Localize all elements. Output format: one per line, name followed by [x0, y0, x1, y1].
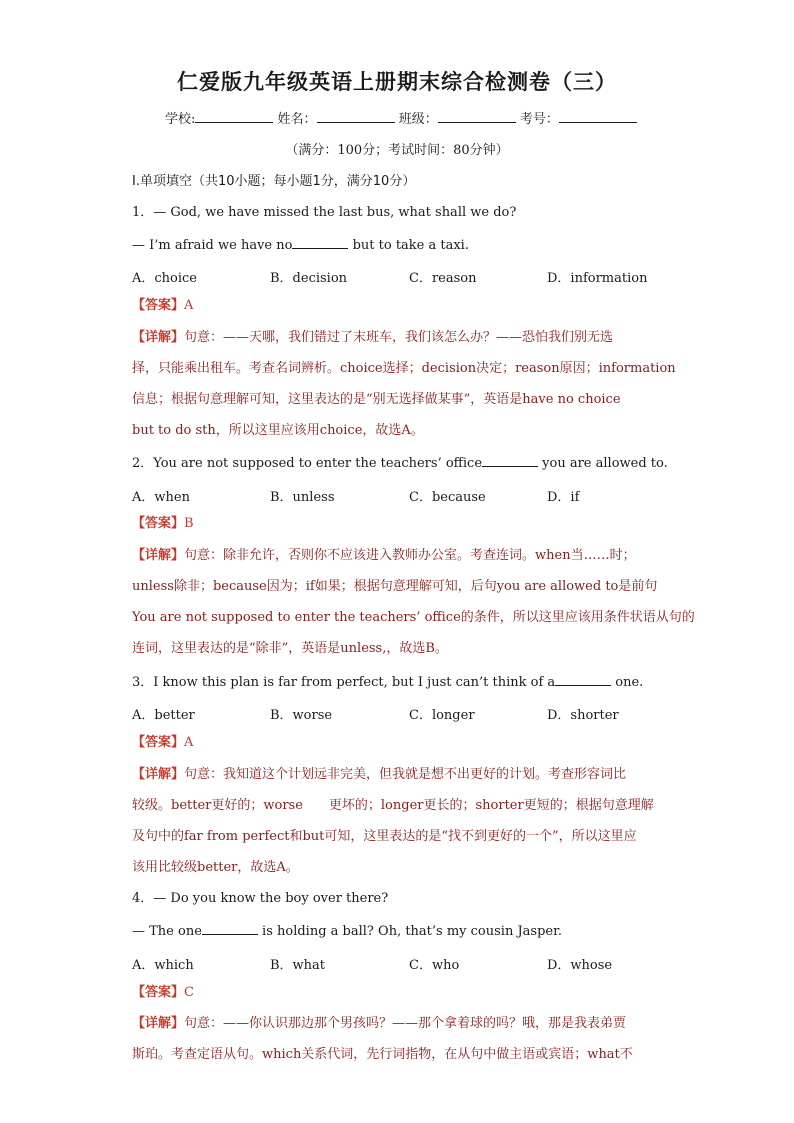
- question-2-answer: [132, 516, 672, 532]
- question-4-stem: 4．— Do you know the boy over there?: [132, 891, 389, 906]
- question-4-detail-1: [132, 1016, 672, 1032]
- question-2-stem: [132, 454, 672, 472]
- question-1-detail-2: 择，只能乘出租车。考查名词辨析。choice选择；decision决定；reason原因；information: [132, 361, 676, 376]
- detail-label: 【详解】: [132, 1016, 185, 1031]
- stem-text: — I’m afraid we have no: [132, 238, 293, 253]
- answer-label: 【答案】: [132, 735, 185, 750]
- class-label: 班级：: [398, 112, 438, 127]
- school-label: 学校:: [165, 112, 196, 127]
- answer-blank: [482, 454, 538, 467]
- exam-no-blank[interactable]: [559, 110, 637, 123]
- detail-label: 【详解】: [132, 330, 185, 345]
- option-c[interactable]: C．reason: [409, 271, 477, 286]
- question-2-detail-3: You are not supposed to enter the teachers’ office的条件，所以这里应该用条件状语从句的: [132, 610, 695, 625]
- answer-label: 【答案】: [132, 298, 185, 313]
- option-a[interactable]: A．when: [132, 490, 190, 505]
- option-d[interactable]: D．shorter: [547, 708, 619, 723]
- question-4-detail-2: 斯珀。考查定语从句。which关系代词，先行词指物，在从句中做主语或宾语；what不: [132, 1047, 633, 1062]
- stem-text: but to take a taxi.: [348, 238, 469, 253]
- detail-text: 句意：——天哪，我们错过了末班车，我们该怎么办？——恐怕我们别无选: [184, 330, 614, 345]
- question-1-stem-2: [132, 236, 672, 254]
- question-1-detail-1: [132, 330, 672, 346]
- stem-text: — The one: [132, 924, 202, 939]
- option-a[interactable]: A．better: [132, 708, 195, 723]
- school-blank[interactable]: [195, 110, 273, 123]
- stem-text: one.: [611, 675, 644, 690]
- answer-blank: [292, 236, 348, 249]
- option-b[interactable]: B．decision: [270, 271, 348, 286]
- answer-blank: [555, 673, 611, 686]
- stem-text: 3．I know this plan is far from perfect, but I just can’t think of a: [132, 675, 556, 690]
- page-title: 仁爱版九年级英语上册期末综合检测卷（三）: [177, 70, 617, 94]
- name-label: 姓名：: [277, 112, 317, 127]
- question-2-detail-2: unless除非；because因为；if如果；根据句意理解可知，后句you are allowed to是前句: [132, 579, 658, 594]
- question-1-detail-3: 信息；根据句意理解可知，这里表达的是“别无选择做某事”，英语是have no choice: [132, 392, 621, 407]
- question-1-answer: [132, 298, 672, 314]
- answer-blank: [202, 922, 258, 935]
- option-d[interactable]: D．information: [547, 271, 648, 286]
- name-blank[interactable]: [317, 110, 395, 123]
- answer-value: C: [184, 985, 194, 1000]
- detail-text: 句意：——你认识那边那个男孩吗？——那个拿着球的吗？哦，那是我表弟贾: [184, 1016, 627, 1031]
- question-3-answer: [132, 735, 672, 751]
- student-info-line: [165, 110, 705, 128]
- question-2-detail-1: [132, 548, 672, 564]
- option-c[interactable]: C．longer: [409, 708, 475, 723]
- stem-text: you are allowed to.: [538, 456, 668, 471]
- answer-value: A: [184, 298, 194, 313]
- option-c[interactable]: C．who: [409, 958, 460, 973]
- class-blank[interactable]: [438, 110, 516, 123]
- question-3-detail-3: 及句中的far from perfect和but可知，这里表达的是“找不到更好的一个”，所以这里应: [132, 829, 637, 844]
- option-b[interactable]: B．unless: [270, 490, 335, 505]
- option-b[interactable]: B．worse: [270, 708, 333, 723]
- detail-label: 【详解】: [132, 767, 185, 782]
- question-3-stem: [132, 673, 672, 691]
- section-heading: I.单项填空（共10小题；每小题1分，满分10分）: [132, 174, 416, 189]
- option-a[interactable]: A．choice: [132, 271, 198, 286]
- option-d[interactable]: D．whose: [547, 958, 613, 973]
- answer-value: B: [184, 516, 194, 531]
- question-1-stem: 1．— God, we have missed the last bus, what shall we do?: [132, 205, 517, 220]
- question-3-detail-2: 较级。better更好的；worse 更坏的；longer更长的；shorter更短的；根据句意理解: [132, 798, 654, 813]
- stem-text: 2．You are not supposed to enter the teachers’ office: [132, 456, 483, 471]
- stem-text: is holding a ball? Oh, that’s my cousin Jasper.: [257, 924, 563, 939]
- question-4-stem-2: [132, 922, 672, 940]
- detail-text: 句意：除非允许，否则你不应该进入教师办公室。考查连词。when当……时；: [184, 548, 636, 563]
- exam-no-label: 考号：: [519, 112, 559, 127]
- option-d[interactable]: D．if: [547, 490, 580, 505]
- option-b[interactable]: B．what: [270, 958, 326, 973]
- answer-value: A: [184, 735, 194, 750]
- question-2-detail-4: 连词，这里表达的是“除非”，英语是unless,，故选B。: [132, 641, 448, 656]
- answer-label: 【答案】: [132, 516, 185, 531]
- score-note: （满分：100分；考试时间：80分钟）: [285, 143, 509, 158]
- question-3-detail-1: [132, 767, 672, 783]
- question-1-detail-4: but to do sth，所以这里应该用choice，故选A。: [132, 423, 424, 438]
- option-a[interactable]: A．which: [132, 958, 194, 973]
- detail-label: 【详解】: [132, 548, 185, 563]
- question-4-answer: [132, 985, 672, 1001]
- detail-text: 句意：我知道这个计划远非完美，但我就是想不出更好的计划。考查形容词比: [184, 767, 627, 782]
- answer-label: 【答案】: [132, 985, 185, 1000]
- question-3-detail-4: 该用比较级better，故选A。: [132, 860, 299, 875]
- option-c[interactable]: C．because: [409, 490, 486, 505]
